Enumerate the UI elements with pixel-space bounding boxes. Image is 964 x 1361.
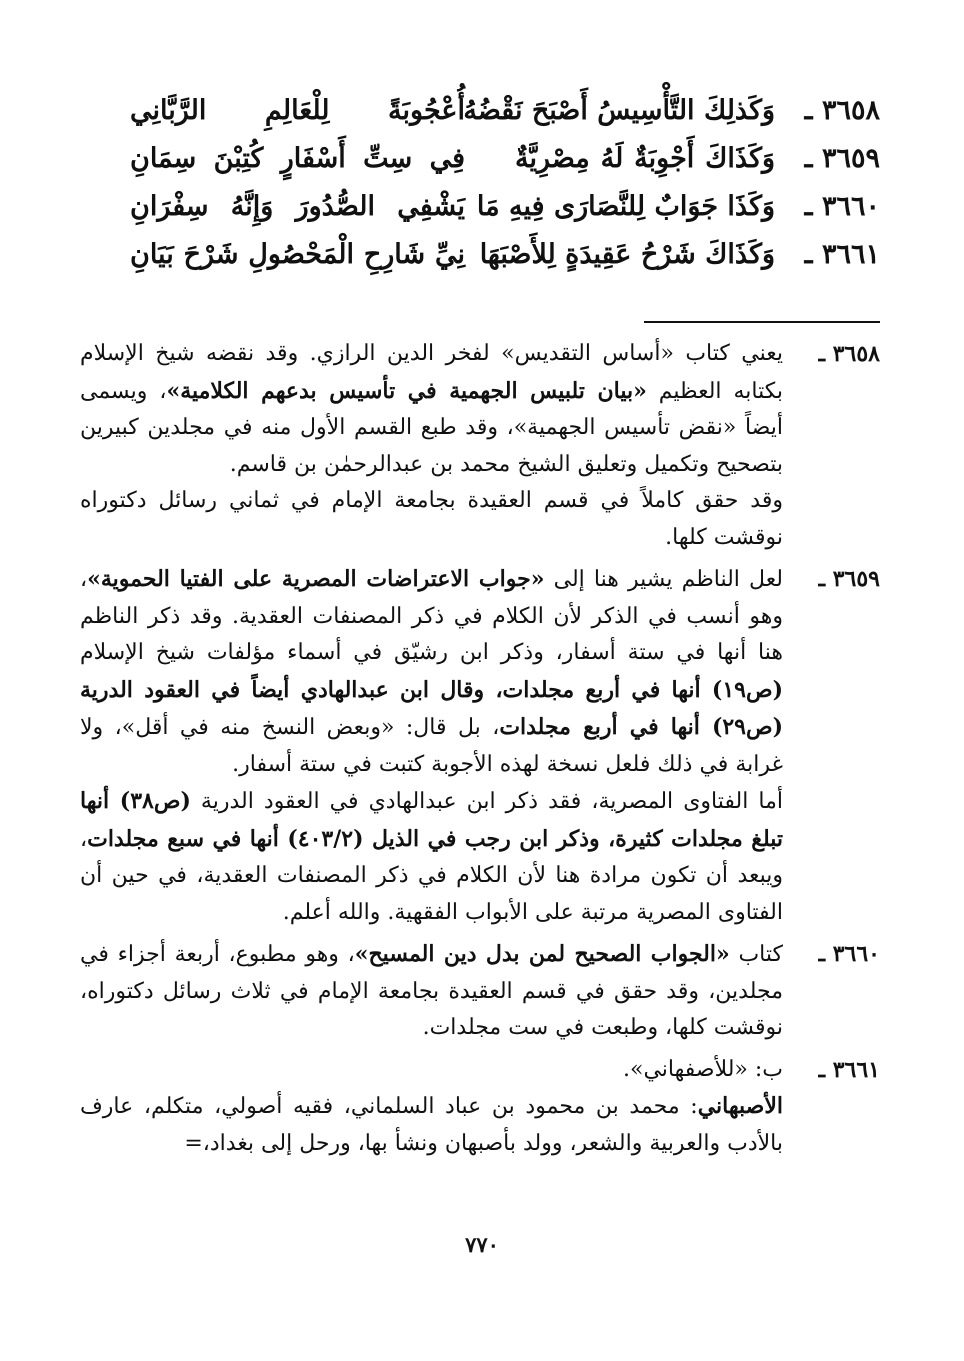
verse-number: ٣٦٦٠ ـ xyxy=(804,191,880,222)
book-title: «الجواب الصحيح لمن بدل دين المسيح» xyxy=(354,941,730,967)
footnote-paragraph xyxy=(80,783,783,931)
reference-text: (ص١٩) أنها في أربع مجلدات، وقال ابن عبدالهادي أيضاً في العقود الدرية (ص٢٩) أنها في أربع مجلدات xyxy=(80,676,784,740)
verse-number: ٣٦٥٨ ـ xyxy=(804,95,880,126)
verse-number: ٣٦٥٩ ـ xyxy=(804,143,880,174)
verse-number: ٣٦٦١ ـ xyxy=(804,239,880,270)
footnote-text: لعل الناظم يشير هنا إلى xyxy=(544,567,784,592)
footnotes xyxy=(80,336,880,1167)
verse-first-hemistich: وَكَذلِكَ التَّأْسِيسُ أَصْبَحَ نَقْضُهُ xyxy=(463,95,775,126)
footnote-paragraph xyxy=(80,1088,783,1162)
footnote-paragraph xyxy=(80,561,783,783)
verse-second-hemistich: نِيِّ شَارِحِ الْمَحْصُولِ شَرْحَ بَيَانِ xyxy=(130,239,465,270)
verse-second-hemistich: أُعْجُوبَةً لِلْعَالِمِ الرَّبَّانِي xyxy=(130,95,465,126)
footnote xyxy=(80,936,880,1047)
footnote-text: : محمد بن محمود بن عباد السلماني، فقيه أصولي، متكلم، عارف بالأدب والعربية والشعر، وولد بأصبهان ونشأ بها، ورحل إلى بغداد،= xyxy=(80,1094,783,1156)
footnote-number: ٣٦٦١ ـ xyxy=(818,1056,880,1083)
footnote-text: ب: «للأصفهاني». xyxy=(623,1056,783,1082)
book-title: «بيان تلبيس الجهمية في تأسيس بدعهم الكلامية» xyxy=(166,377,647,404)
footnote xyxy=(80,336,880,556)
verse-line xyxy=(80,143,880,191)
footnote-text: كتاب xyxy=(729,942,783,967)
footnote-text: يعني كتاب «أساس التقديس» لفخر الدين الرازي. وقد نقضه شيخ الإسلام بكتابه العظيم xyxy=(80,341,783,404)
verse-first-hemistich: وَكَذَاكَ أَجْوِبَةٌ لَهُ مِصْرِيَّةٌ xyxy=(515,143,775,174)
footnote-text: ، بل قال: «وبعض النسخ منه في أقل»، ولا غرابة في ذلك فلعل نسخة لهذه الأجوبة كتبت في ستة أسفار. xyxy=(80,715,783,777)
footnote-text: ، وهو مطبوع، أربعة أجزاء في مجلدين، وقد حقق في قسم العقيدة بجامعة الإمام في ثلاث رسائل دكتوراه، نوقشت كلها، وطبعت في ست مجلدات. xyxy=(80,942,783,1040)
footnote xyxy=(80,561,880,931)
verse-first-hemistich: وَكَذَا جَوَابٌ لِلنَّصَارَى فِيهِ مَا xyxy=(476,191,775,222)
footnote-paragraph xyxy=(80,483,783,556)
verse-second-hemistich: يَشْفِي الصُّدُورَ وَإِنَّهُ سِفْرَانِ xyxy=(130,191,465,222)
book-title: «جواب الاعتراضات المصرية على الفتيا الحموية» xyxy=(87,566,545,592)
footnote-text: أما الفتاوى المصرية، فقد ذكر ابن عبدالهادي في العقود الدرية xyxy=(190,789,783,814)
page-number: ٧٧٠ xyxy=(465,1232,499,1257)
verse-first-hemistich: وَكَذَاكَ شَرْحُ عَقِيدَةٍ لِلأَصْبَهَا xyxy=(479,239,775,270)
footnote-separator xyxy=(644,321,880,323)
footnote-paragraph xyxy=(80,336,783,483)
footnote-text: ، ويبعد أن تكون مرادة هنا لأن الكلام في ذكر المصنفات العقدية، في حين أن الفتاوى المصرية مرتبة على الأبواب الفقهية. والله أعلم. xyxy=(80,826,783,925)
verse-line xyxy=(80,239,880,287)
footnote xyxy=(80,1052,880,1163)
term-heading: الأصبهاني xyxy=(697,1093,783,1119)
verse-second-hemistich: فِي سِتِّ أَسْفَارٍ كُتِبْنَ سِمَانِ xyxy=(130,143,465,174)
footnote-paragraph xyxy=(80,936,783,1047)
verse-line xyxy=(80,95,880,143)
footnote-number: ٣٦٦٠ ـ xyxy=(818,941,880,967)
footnote-text: ، ويسمى أيضاً «نقض تأسيس الجهمية»، وقد طبع القسم الأول منه في مجلدين كبيرين بتصحيح وتكميل وتعليق الشيخ محمد بن عبدالرحمٰن بن قاسم. xyxy=(80,378,783,477)
reference-text: (ص٣٨) أنها تبلغ مجلدات كثيرة، وذكر ابن رجب في الذيل (٤٠٣/٢) أنها في سبع مجلدات xyxy=(80,788,784,852)
footnote-paragraph xyxy=(80,1052,783,1089)
verse-line xyxy=(80,191,880,239)
footnote-text: وقد حقق كاملاً في قسم العقيدة بجامعة الإمام في ثماني رسائل دكتوراه نوقشت كلها. xyxy=(80,488,783,550)
footnote-number: ٣٦٥٩ ـ xyxy=(818,566,880,592)
poem-verses xyxy=(80,95,880,287)
footnote-number: ٣٦٥٨ ـ xyxy=(818,341,880,367)
footnote-text: ، وهو أنسب في الذكر لأن الكلام في ذكر المصنفات العقدية. وقد ذكر الناظم هنا أنها في ستة أسفار، وذكر ابن رشيّق في أسماء مؤلفات شيخ الإسلام xyxy=(80,567,783,665)
